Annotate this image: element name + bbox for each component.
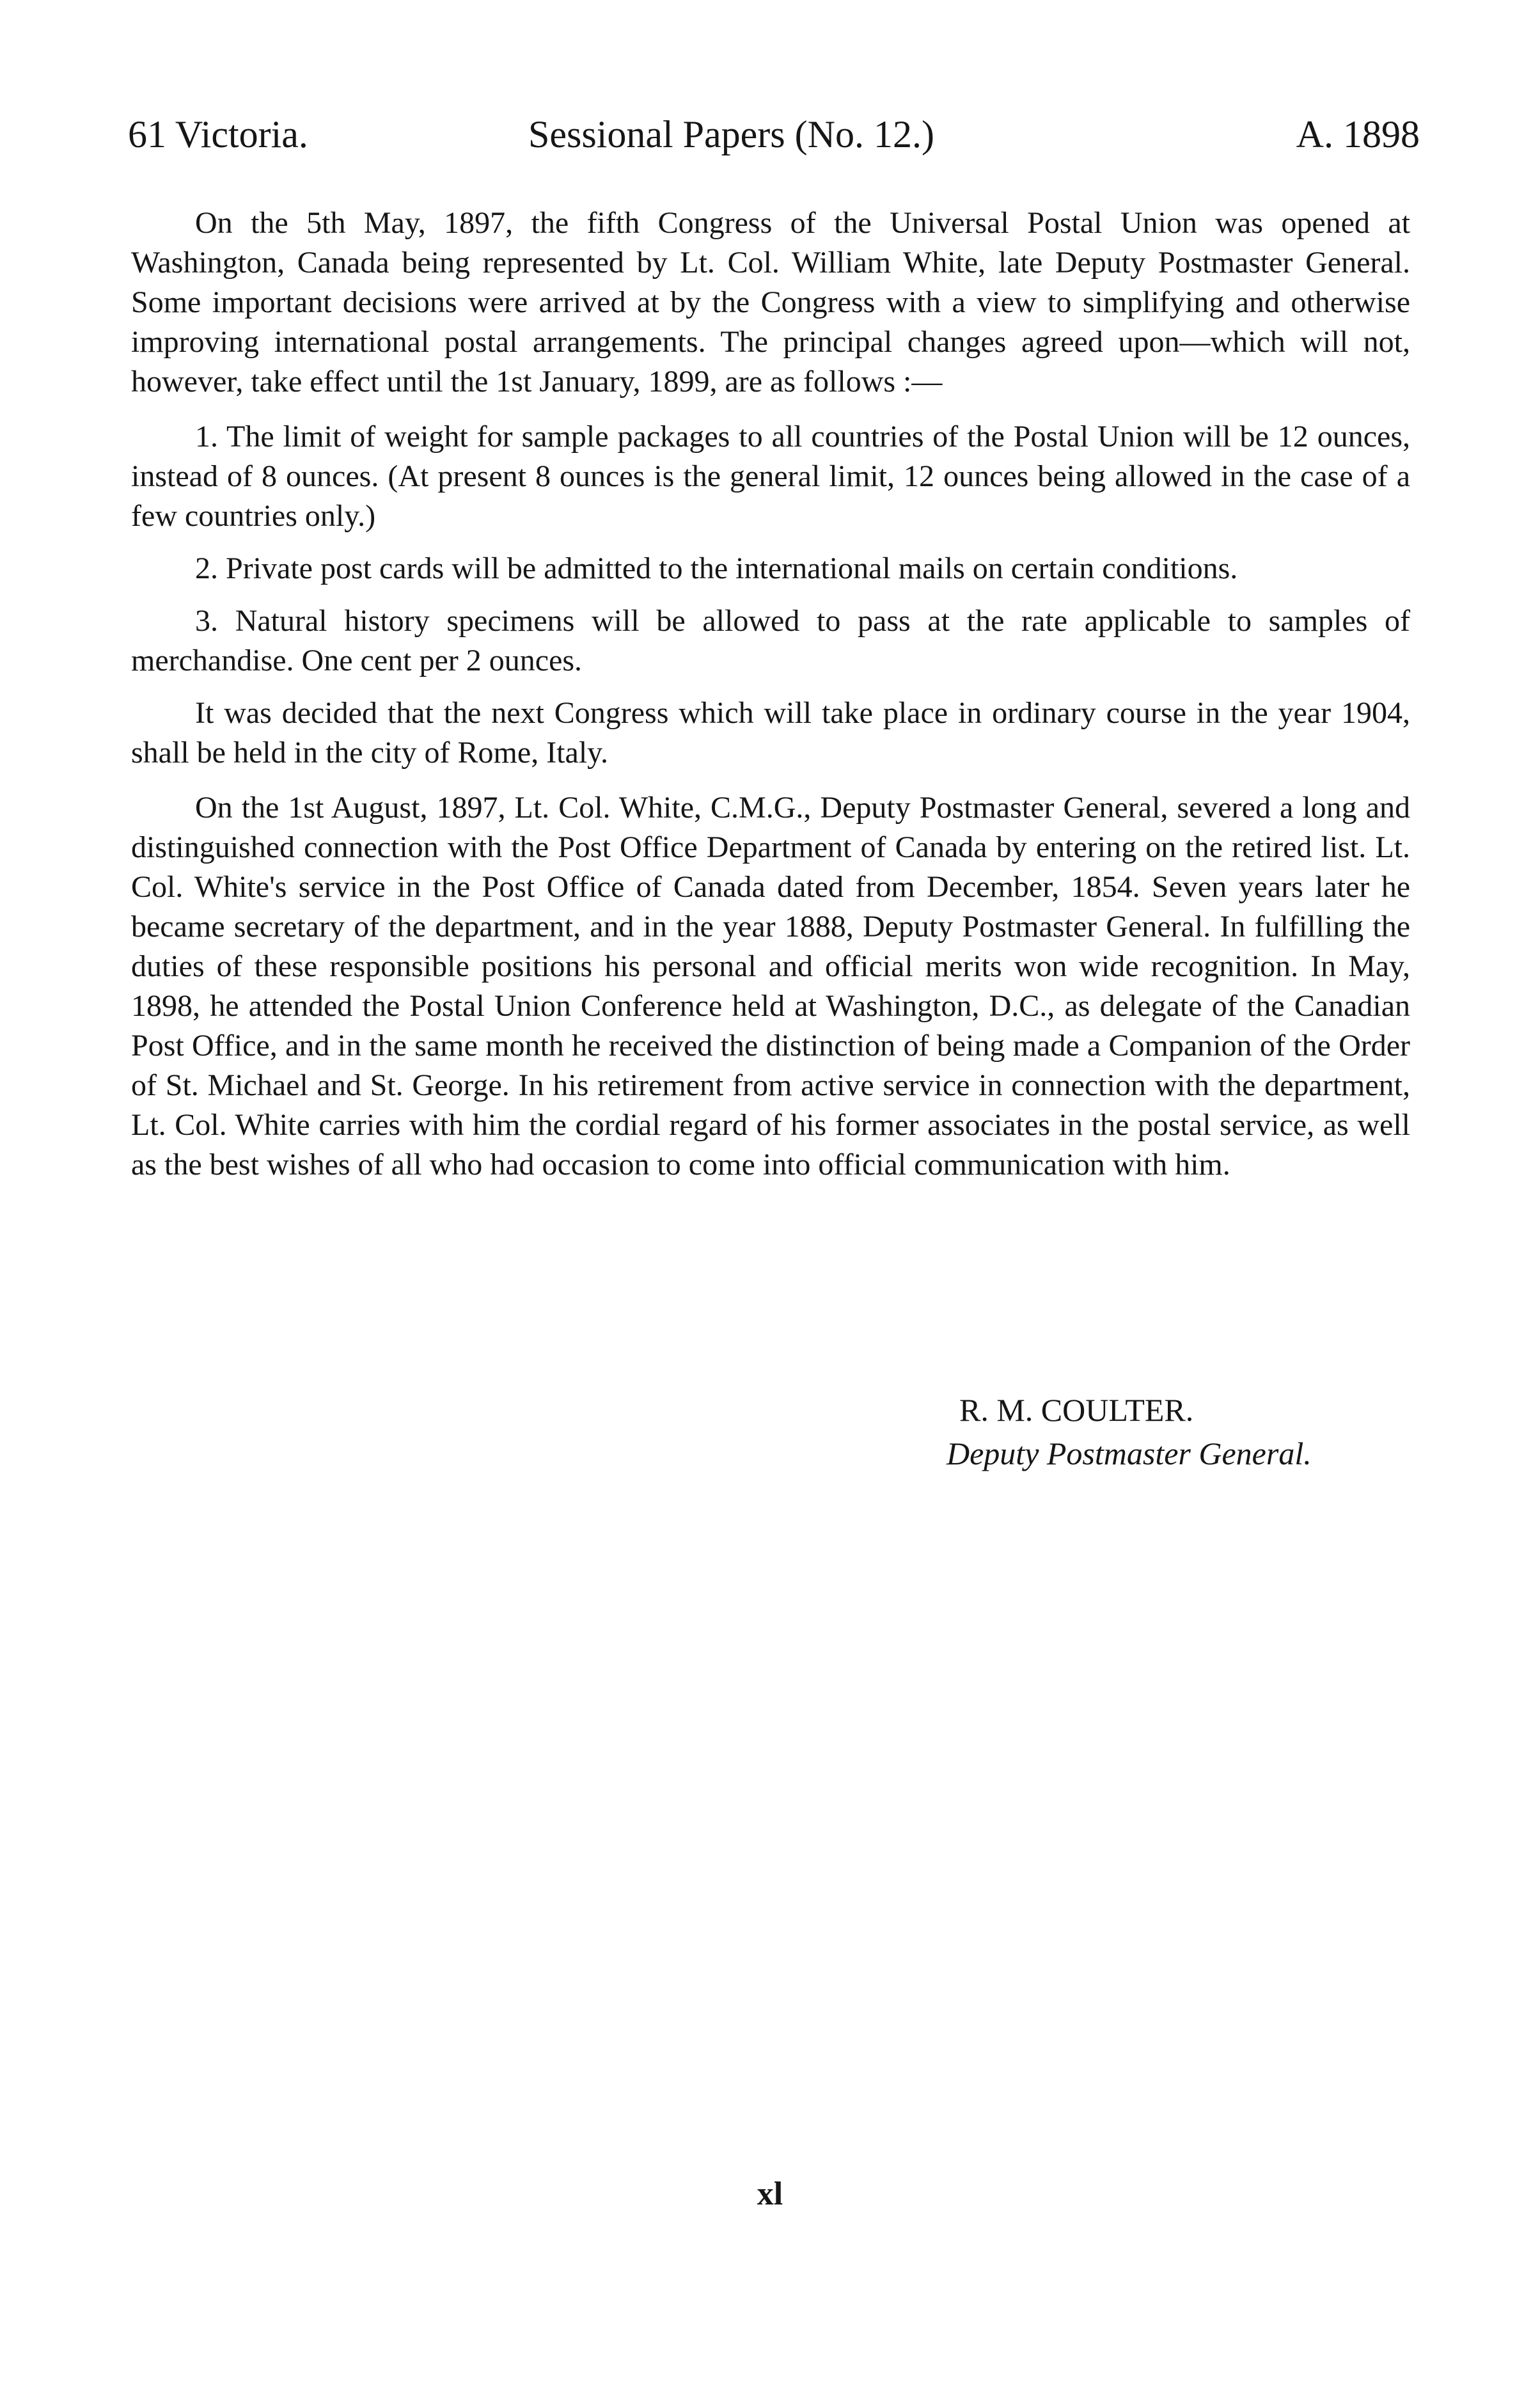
- body-text: [131, 203, 1410, 1200]
- signatory-title: Deputy Postmaster General.: [947, 1436, 1312, 1471]
- header-regnal-year: 61 Victoria.: [128, 113, 308, 155]
- running-header: [128, 109, 1420, 160]
- paragraph-white-retirement: On the 1st August, 1897, Lt. Col. White, C.M.G., Deputy Postmaster General, severed a long and distinguished connection with the Post Office Department of Canada by entering on the retired list. Lt. Col. White's service in the Post Office of Canada dated from December, 1854. Seven years later he became secretary of the department, and in the year 1888, Deputy Postmaster General. In fulfilling the duties of these responsible positions his personal and official merits won wide recognition. In May, 1898, he attended the Postal Union Conference held at Washington, D.C., as delegate of the Canadian Post Office, and in the same month he received the distinction of being made a Companion of the Order of St. Michael and St. George. In his retirement from active service in connection with the department, Lt. Col. White carries with him the cordial regard of his former associates in the postal service, as well as the best wishes of all who had occasion to come into official communication with him.: [131, 791, 1410, 1182]
- header-session-year: A. 1898: [1296, 113, 1420, 155]
- list-item-natural-history: 3. Natural history specimens will be allowed to pass at the rate applicable to samples of merchandise. One cent per 2 ounces.: [131, 604, 1410, 677]
- header-series-title: Sessional Papers (No. 12.): [528, 113, 934, 155]
- signatory-name: R. M. COULTER.: [959, 1392, 1194, 1428]
- page-number: xl: [757, 2176, 783, 2212]
- list-item-sample-weight: 1. The limit of weight for sample packages to all countries of the Postal Union will be 12 ounces, instead of 8 ounces. (At present 8 ounces is the general limit, 12 ounces being allowed in the case of a few countries only.): [131, 420, 1410, 533]
- signature-block: [947, 1388, 1394, 1475]
- paragraph-postal-congress: On the 5th May, 1897, the fifth Congress of the Universal Postal Union was opened at Washington, Canada being represented by Lt. Col. William White, late Deputy Postmaster General. Some important decisions were arrived at by the Congress with a view to simplifying and otherwise improving international postal arrangements. The principal changes agreed upon—which will not, however, take effect until the 1st January, 1899, are as follows :—: [131, 206, 1410, 399]
- list-item-post-cards: 2. Private post cards will be admitted to the international mails on certain conditions.: [195, 551, 1238, 585]
- paragraph-next-congress: It was decided that the next Congress which will take place in ordinary course in the year 1904, shall be held in the city of Rome, Italy.: [131, 696, 1410, 770]
